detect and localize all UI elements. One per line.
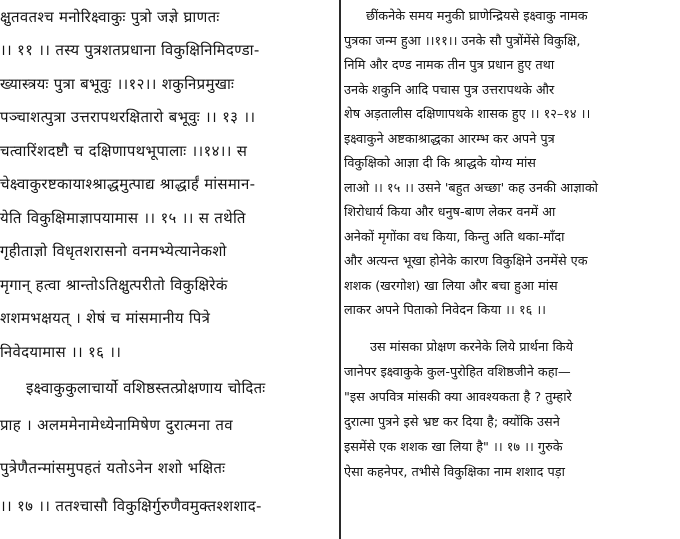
hindi-line: उनके शकुनि आदि पचास पुत्र उत्तरापथके और bbox=[344, 83, 555, 98]
hindi-line: इसमेंसे एक शशक खा लिया है" ।। १७ ।। गुरुके bbox=[344, 440, 563, 455]
sanskrit-line: शशमभक्षयत् । शेषं च मांसमानीय पित्रे bbox=[0, 309, 211, 327]
hindi-line: जानेपर इक्ष्वाकुके कुल-पुरोहित वशिष्ठजीने कहा— bbox=[344, 365, 571, 380]
sanskrit-line: निवेदयामास ।। १६ ।। bbox=[0, 343, 122, 361]
hindi-line: उस मांसका प्रोक्षण करनेके लिये प्रार्थना किये bbox=[370, 340, 574, 355]
sanskrit-line: चत्वारिंशदष्टौ च दक्षिणापथभूपालाः ।।१४।। स bbox=[0, 142, 248, 160]
sanskrit-line: येति विकुक्षिमाज्ञापयामास ।। १५ ।। स तथेति bbox=[0, 209, 246, 227]
sanskrit-column bbox=[0, 0, 338, 539]
hindi-line: शशक (खरगोश) खा लिया और बचा हुआ मांस bbox=[344, 279, 558, 294]
hindi-line: इक्ष्वाकुने अष्टकाश्राद्धका आरम्भ कर अपने पुत्र bbox=[344, 132, 555, 147]
sanskrit-line: ख्यास्त्रयः पुत्रा बभूवुः ।।१२।। शकुनिप्रमुखाः bbox=[0, 75, 235, 93]
sanskrit-line: प्राह । अलममेनामेध्येनामिषेण दुरात्मना तव bbox=[0, 416, 233, 434]
hindi-translation-column bbox=[344, 0, 680, 539]
hindi-line: पुत्रका जन्म हुआ ।।११।। उनके सौ पुत्रोंमेंसे विकुक्षि, bbox=[344, 34, 581, 49]
sanskrit-line: क्षुतवतश्च मनोरिक्ष्वाकुः पुत्रो जज्ञे घ्राणतः bbox=[0, 8, 220, 26]
sanskrit-line: मृगान् हत्वा श्रान्तोऽतिक्षुत्परीतो विकुक्षिरेकं bbox=[0, 276, 228, 294]
sanskrit-line: पुत्रेणैतन्मांसमुपहतं यतोऽनेन शशो भक्षितः bbox=[0, 459, 226, 477]
hindi-line: और अत्यन्त भूखा होनेके कारण विकुक्षिने उनमेंसे एक bbox=[344, 254, 588, 269]
hindi-line: दुरात्मा पुत्रने इसे भ्रष्ट कर दिया है; क्योंकि उसने bbox=[344, 415, 560, 430]
hindi-line: "इस अपवित्र मांसकी क्या आवश्यकता है ? तुम्हारे bbox=[344, 390, 572, 405]
sanskrit-line: गृहीताज्ञो विधृतशरासनो वनमभ्येत्यानेकशो bbox=[0, 242, 227, 260]
hindi-line: शिरोधार्य किया और धनुष-बाण लेकर वनमें आ bbox=[344, 205, 556, 220]
hindi-line: निमि और दण्ड नामक तीन पुत्र प्रधान हुए तथा bbox=[344, 58, 555, 73]
sanskrit-line: इक्ष्वाकुकुलाचार्यो वशिष्ठस्तत्प्रोक्षणाय चोदितः bbox=[26, 379, 266, 397]
hindi-line: अनेकों मृगोंका वध किया, किन्तु अति थका-माँदा bbox=[344, 230, 565, 245]
column-divider bbox=[339, 0, 341, 539]
sanskrit-line: पञ्चाशत्पुत्रा उत्तरापथरक्षितारो बभूवुः ।। १३ ।। bbox=[0, 108, 256, 126]
hindi-line: लाकर अपने पिताको निवेदन किया ।। १६ ।। bbox=[344, 303, 547, 318]
hindi-line: विकुक्षिको आज्ञा दी कि श्राद्धके योग्य मांस bbox=[344, 156, 536, 171]
sanskrit-line: चेक्ष्वाकुरष्टकायाश्श्राद्धमुत्पाद्य श्राद्धार्हं मांसमान- bbox=[0, 175, 256, 193]
hindi-line: छींकनेके समय मनुकी घ्राणेन्द्रियसे इक्ष्वाकु नामक bbox=[366, 9, 588, 24]
hindi-line: लाओ ।। १५ ।। उसने 'बहुत अच्छा' कह उनकी आज्ञाको bbox=[344, 181, 598, 196]
hindi-line: ऐसा कहनेपर, तभीसे विकुक्षिका नाम शशाद पड़ा bbox=[344, 465, 565, 480]
sanskrit-line: ।। १७ ।। ततश्चासौ विकुक्षिर्गुरुणैवमुक्तश्शशाद- bbox=[0, 497, 262, 515]
hindi-line: शेष अड़तालीस दक्षिणापथके शासक हुए ।। १२–१४ ।। bbox=[344, 107, 591, 122]
sanskrit-line: ।। ११ ।। तस्य पुत्रशतप्रधाना विकुक्षिनिमिदण्डा- bbox=[0, 41, 260, 59]
